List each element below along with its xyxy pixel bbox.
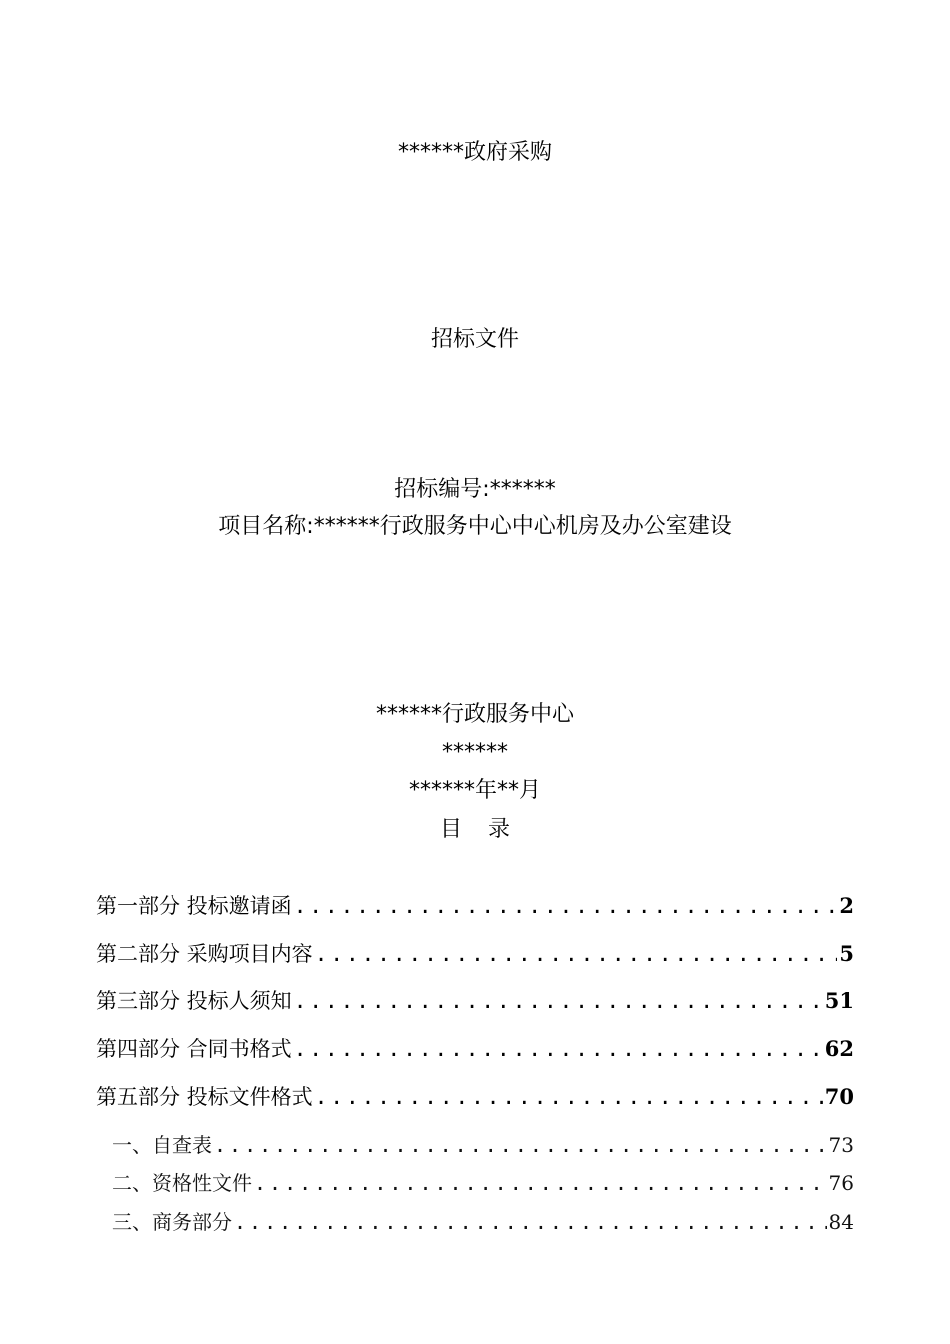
toc-item[interactable] <box>96 939 854 969</box>
toc-subitem-label: 一、自查表 <box>112 1133 212 1157</box>
toc-leader-dots <box>294 1034 823 1064</box>
toc-leader-dots <box>315 939 838 969</box>
toc-subitem[interactable] <box>112 1130 854 1160</box>
toc-leader-dots <box>234 1207 827 1237</box>
toc-leader-dots <box>254 1168 827 1198</box>
project-name: 项目名称:******行政服务中心中心机房及办公室建设 <box>218 514 732 539</box>
toc-item-page: 70 <box>824 1084 854 1109</box>
toc-item-page: 2 <box>839 893 854 918</box>
toc-item-label: 第五部分 投标文件格式 <box>96 1085 313 1109</box>
toc-item[interactable] <box>96 986 854 1016</box>
toc-item[interactable] <box>96 1034 854 1064</box>
toc-item-page: 5 <box>839 941 854 966</box>
toc-subitem-label: 三、商务部分 <box>112 1210 232 1234</box>
toc-leader-dots <box>315 1082 823 1112</box>
toc-leader-dots <box>214 1130 827 1160</box>
toc-item-page: 62 <box>824 1036 854 1061</box>
toc-title: 目录 <box>439 817 536 842</box>
toc-subitem-page: 76 <box>828 1171 854 1195</box>
tender-number: 招标编号:****** <box>394 477 556 502</box>
agency-heading: ******政府采购 <box>397 140 552 165</box>
toc-subitem-label: 二、资格性文件 <box>112 1171 252 1195</box>
issuer-sub: ****** <box>442 740 508 765</box>
toc-item[interactable] <box>96 1082 854 1112</box>
toc-leader-dots <box>294 986 823 1016</box>
toc-leader-dots <box>294 891 838 921</box>
toc-subitem[interactable] <box>112 1168 854 1198</box>
toc-subitem[interactable] <box>112 1207 854 1237</box>
toc-item-page: 51 <box>824 988 854 1013</box>
issue-date: ******年**月 <box>408 778 541 803</box>
toc-item-label: 第二部分 采购项目内容 <box>96 942 313 966</box>
toc-item-label: 第三部分 投标人须知 <box>96 989 292 1013</box>
issuer-name: ******行政服务中心 <box>375 702 574 727</box>
document-title: 招标文件 <box>430 327 519 352</box>
toc-item[interactable] <box>96 891 854 921</box>
toc-item-label: 第一部分 投标邀请函 <box>96 894 292 918</box>
toc-item-label: 第四部分 合同书格式 <box>96 1037 292 1061</box>
toc-subitem-page: 84 <box>828 1210 854 1234</box>
toc-subitem-page: 73 <box>828 1133 854 1157</box>
